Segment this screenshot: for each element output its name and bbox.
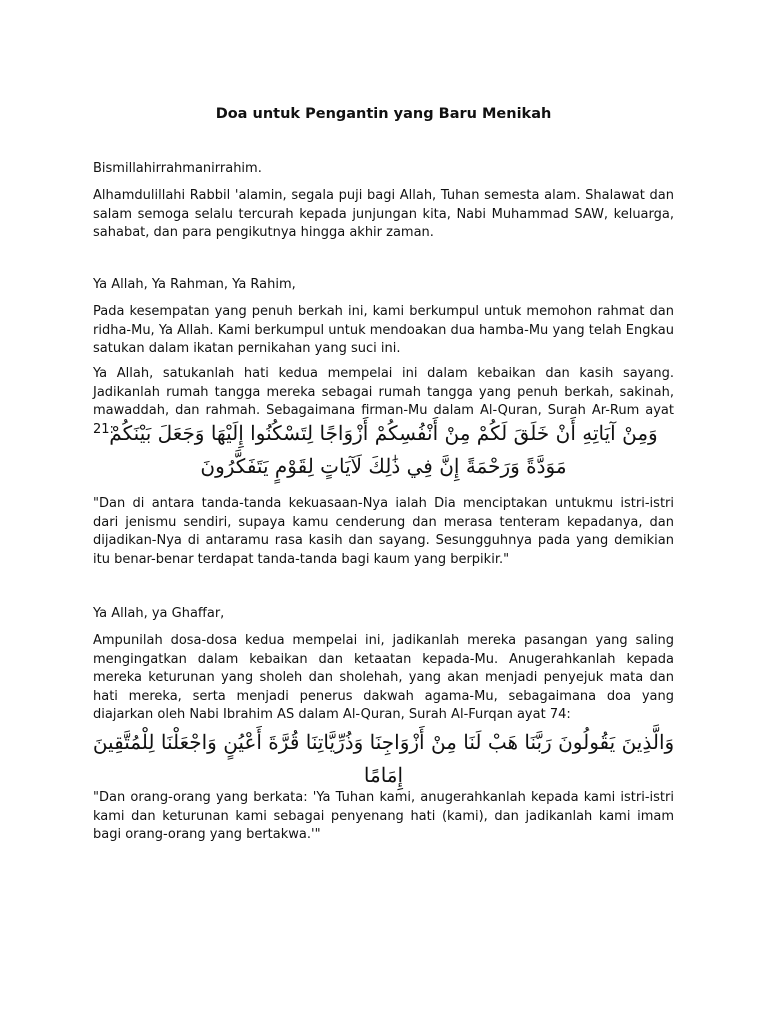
translation-ar-rum: "Dan di antara tanda-tanda kekuasaan-Nya ialah Dia menciptakan untukmu istri-istri dari jenismu sendiri, supaya kamu cenderung dan merasa tenteram kepadanya, dan dijadikan-Nya di antaramu rasa kasih dan sayang. Sesungguhnya pada yang demikian itu benar-benar terdapat tanda-tanda bagi kaum yang berpikir."	[93, 496, 674, 567]
invocation-ya-rahman: Ya Allah, Ya Rahman, Ya Rahim,	[93, 277, 296, 292]
gathering-paragraph: Pada kesempatan yang penuh berkah ini, kami berkumpul untuk memohon rahmat dan ridha-Mu, Ya Allah. Kami berkumpul untuk mendoakan dua hamba-Mu yang telah Engkau satukan dalam ikatan pernikahan yang suci ini.	[93, 304, 674, 356]
translation-al-furqan: "Dan orang-orang yang berkata: 'Ya Tuhan kami, anugerahkanlah kepada kami istri-istri kami dan keturunan kami sebagai penyenang hati (kami), dan jadikanlah kami imam bagi orang-orang yang bertakwa.'"	[93, 790, 674, 842]
forgiveness-paragraph: Ampunilah dosa-dosa kedua mempelai ini, jadikanlah mereka pasangan yang saling mengingatkan dalam kebaikan dan ketaatan kepada-Mu. Anugerahkanlah kepada mereka keturunan yang sholeh dan sholehah, yang akan menjadi penyejuk mata dan hati mereka, serta menjadi penerus dakwah agama-Mu, sebagaimana doa yang diajarkan oleh Nabi Ibrahim AS dalam Al-Quran, Surah Al-Furqan ayat 74:	[93, 633, 674, 722]
praise-paragraph: Alhamdulillahi Rabbil 'alamin, segala puji bagi Allah, Tuhan semesta alam. Shalawat dan salam semoga selalu tercurah kepada junjungan kita, Nabi Muhammad SAW, keluarga, sahabat, dan para pengikutnya hingga akhir zaman.	[93, 188, 674, 240]
opening-basmala: Bismillahirrahmanirrahim.	[93, 161, 262, 176]
document-title: Doa untuk Pengantin yang Baru Menikah	[215, 106, 552, 122]
arabic-verse-ar-rum: وَمِنْ آيَاتِهِ أَنْ خَلَقَ لَكُمْ مِنْ أَنْفُسِكُمْ أَزْوَاجًا لِتَسْكُنُوا إِلَيْهَا وَجَعَلَ بَيْنَكُمْ مَوَدَّةً وَرَحْمَةً إِنَّ فِي ذَٰلِكَ لَآيَاتٍ لِقَوْمٍ يَتَفَكَّرُونَ	[109, 421, 658, 478]
arabic-verse-al-furqan: وَالَّذِينَ يَقُولُونَ رَبَّنَا هَبْ لَنَا مِنْ أَزْوَاجِنَا وَذُرِّيَّاتِنَا قُرَّةَ أَعْيُنٍ وَاجْعَلْنَا لِلْمُتَّقِينَ إِمَامًا	[92, 730, 675, 787]
invocation-ya-ghaffar: Ya Allah, ya Ghaffar,	[93, 606, 225, 621]
unite-hearts-paragraph: Ya Allah, satukanlah hati kedua mempelai ini dalam kebaikan dan kasih sayang. Jadikanlah rumah tangga mereka sebagai rumah tangga yang penuh berkah, sakinah, mawaddah, dan rahmah. Sebagaimana firman-Mu dalam Al-Quran, Surah Ar-Rum ayat 21:	[93, 366, 674, 437]
